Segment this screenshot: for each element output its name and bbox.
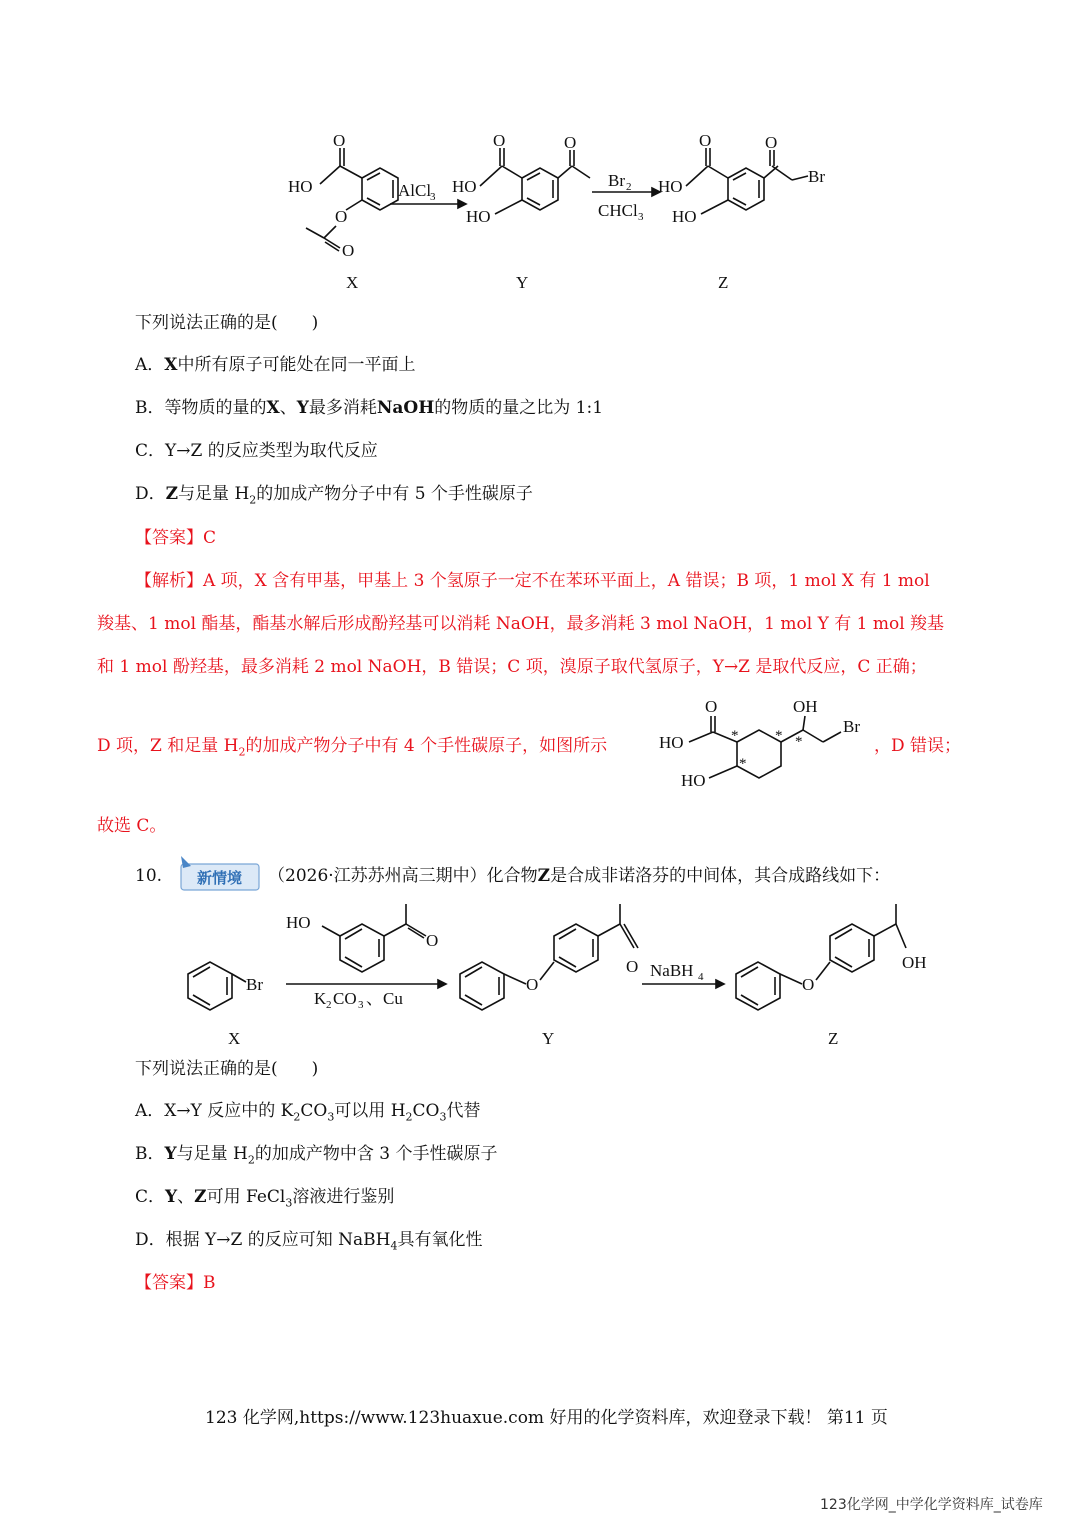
q9-analysis-line-5: 故选 C。	[97, 816, 167, 836]
q10-number: 10.	[135, 866, 163, 886]
svg-text:O: O	[564, 133, 577, 152]
q10-answer: 【答案】B	[135, 1273, 216, 1293]
svg-text:O: O	[333, 131, 346, 150]
label-y: Y	[542, 1029, 555, 1048]
svg-text:CO: CO	[333, 989, 357, 1008]
svg-text:AlCl: AlCl	[398, 181, 432, 200]
q9-answer: 【答案】C	[135, 528, 217, 548]
watermark: 123化学网_中学化学资料库_试卷库	[820, 1497, 1043, 1513]
svg-text:O: O	[335, 207, 348, 226]
q10-option-d: D．根据 Y→Z 的反应可知 NaBH$_4$具有氧化性	[135, 1230, 483, 1253]
svg-text:O: O	[493, 131, 506, 150]
q10-option-a: A．X→Y 反应中的 $K_2CO_3$可以用 $H_2CO_3$代替	[135, 1101, 481, 1124]
label-y: Y	[516, 273, 529, 292]
svg-text:Br: Br	[608, 171, 625, 190]
molecule-y	[452, 131, 590, 226]
svg-text:3: 3	[638, 211, 644, 223]
svg-text:OH: OH	[793, 697, 818, 716]
svg-text:HO: HO	[286, 913, 311, 932]
svg-text:HO: HO	[681, 771, 706, 790]
q10-stem: 下列说法正确的是( )	[135, 1059, 319, 1079]
svg-text:Br: Br	[843, 717, 860, 736]
svg-text:3: 3	[430, 191, 436, 203]
svg-text:3: 3	[358, 999, 364, 1011]
label-x: X	[228, 1029, 241, 1048]
svg-text:新情境: 新情境	[197, 869, 243, 887]
molecule-x	[188, 962, 263, 1010]
reagent-hydroxyacetophenone	[286, 904, 438, 972]
svg-text:HO: HO	[452, 177, 477, 196]
svg-text:NaBH: NaBH	[650, 961, 694, 980]
svg-text:HO: HO	[659, 733, 684, 752]
q9-analysis-line-1: 【解析】A 项，X 含有甲基，甲基上 3 个氢原子一定不在苯环平面上，A 错误；B 项，1 mol X 有 1 mol	[135, 571, 930, 591]
label-z: Z	[718, 273, 729, 292]
svg-text:O: O	[705, 697, 718, 716]
q9-option-c: C．Y→Z 的反应类型为取代反应	[135, 441, 378, 461]
svg-text:、Cu: 、Cu	[366, 989, 403, 1008]
q9-option-b: B．等物质的量的X、Y最多消耗NaOH的物质的量之比为 1:1	[135, 398, 604, 418]
molecule-z	[658, 131, 825, 226]
svg-text:HO: HO	[288, 177, 313, 196]
q9-analysis-line-3: 和 1 mol 酚羟基，最多消耗 2 mol NaOH，B 错误；C 项，溴原子取代氢原子，Y→Z 是取代反应，C 正确；	[97, 657, 927, 677]
svg-text:2: 2	[326, 999, 332, 1011]
q9-analysis-line-2: 羧基、1 mol 酯基，酯基水解后形成酚羟基可以消耗 NaOH，最多消耗 3 mol NaOH，1 mol Y 有 1 mol 羧基	[97, 614, 945, 634]
svg-text:Br: Br	[808, 167, 825, 186]
page-footer: 123 化学网,https://www.123huaxue.com 好用的化学资料库，欢迎登录下载！ 第11 页	[205, 1408, 888, 1428]
label-x: X	[346, 273, 359, 292]
svg-text:2: 2	[626, 181, 632, 193]
svg-text:O: O	[342, 241, 355, 260]
svg-text:HO: HO	[466, 207, 491, 226]
q9-option-a: A．X中所有原子可能处在同一平面上	[135, 355, 416, 375]
q9-product-structure	[655, 692, 870, 797]
svg-text:O: O	[426, 931, 439, 950]
q9-option-d: D．Z与足量 $H_2$的加成产物分子中有 5 个手性碳原子	[135, 484, 533, 507]
q9-reaction-scheme	[280, 130, 840, 300]
svg-text:O: O	[626, 957, 639, 976]
svg-text:HO: HO	[672, 207, 697, 226]
svg-text:OH: OH	[902, 953, 927, 972]
molecule-x	[288, 131, 398, 260]
svg-text:O: O	[699, 131, 712, 150]
svg-text:*: *	[775, 728, 783, 744]
q10-option-b: B．Y与足量 $H_2$的加成产物中含 3 个手性碳原子	[135, 1144, 498, 1167]
q9-analysis-line-4: D 项，Z 和足量 $H_2$的加成产物分子中有 4 个手性碳原子，如图所示	[97, 736, 608, 759]
label-z: Z	[828, 1029, 839, 1048]
svg-text:K: K	[314, 989, 327, 1008]
svg-text:4: 4	[698, 971, 704, 983]
q10-source: （2026·江苏苏州高三期中）化合物Z是合成非诺洛芬的中间体，其合成路线如下：	[268, 866, 891, 886]
svg-text:*: *	[795, 734, 803, 750]
molecule-y	[460, 904, 638, 1010]
q9-analysis-line-4-tail: ，D 错误；	[874, 736, 962, 756]
svg-text:*: *	[731, 728, 739, 744]
q10-reaction-scheme	[180, 900, 940, 1050]
svg-text:*: *	[739, 756, 747, 772]
new-context-badge	[177, 856, 261, 896]
svg-text:HO: HO	[658, 177, 683, 196]
q9-stem: 下列说法正确的是( )	[135, 313, 319, 333]
svg-text:CHCl: CHCl	[598, 201, 638, 220]
molecule-z	[736, 904, 927, 1010]
q10-option-c: C．Y、Z可用 FeCl$_3$溶液进行鉴别	[135, 1187, 395, 1210]
svg-text:O: O	[526, 975, 539, 994]
svg-text:O: O	[765, 133, 778, 152]
svg-text:O: O	[802, 975, 815, 994]
svg-text:Br: Br	[246, 975, 263, 994]
